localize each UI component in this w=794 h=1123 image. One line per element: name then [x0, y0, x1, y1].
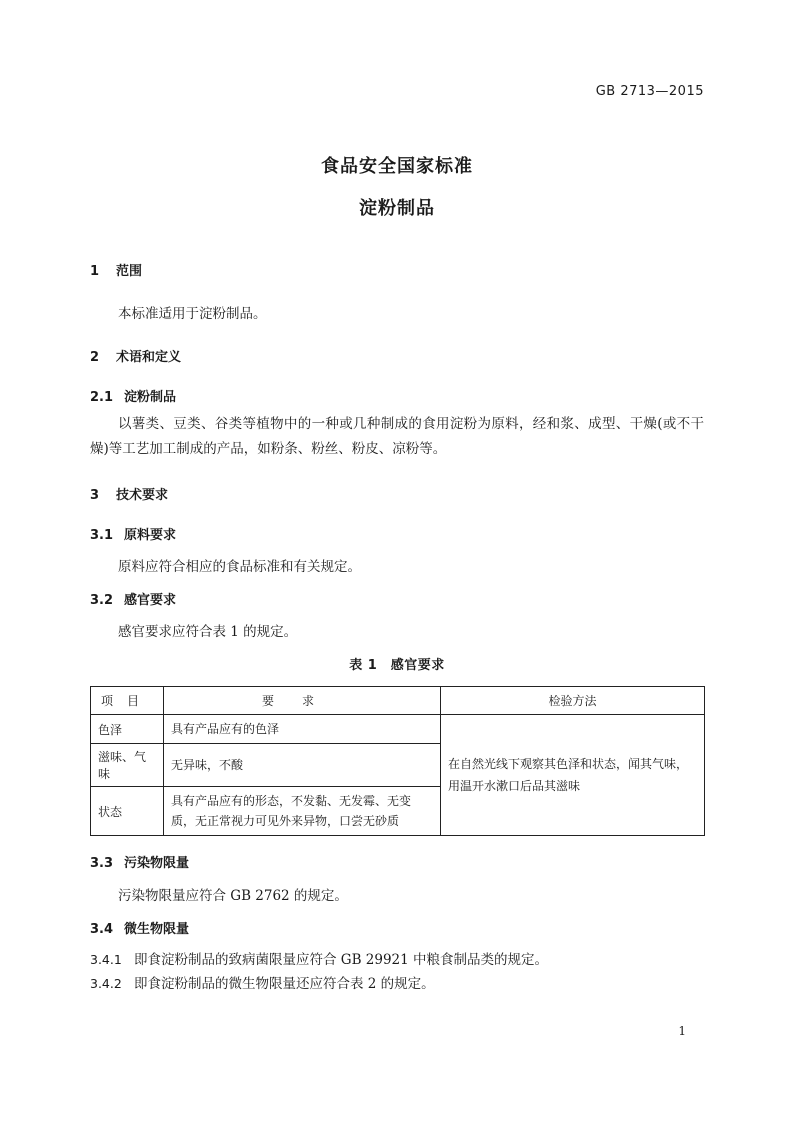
table-1-caption: 表 1 感官要求 — [349, 658, 445, 673]
section-3-heading — [90, 484, 168, 503]
page-number: 1 — [678, 1024, 686, 1038]
row-item: 滋味、气味 — [91, 744, 164, 787]
section-3-3-text: 污染物限量应符合 GB 2762 的规定。 — [118, 888, 348, 904]
header-requirement: 要求 — [164, 687, 441, 715]
inspection-method: 在自然光线下观察其色泽和状态，闻其气味，用温开水漱口后品其滋味 — [441, 715, 705, 836]
row-requirement: 具有产品应有的形态，不发黏、无发霉、无变质，无正常视力可见外来异物，口尝无砂质 — [164, 787, 441, 836]
section-1-heading — [90, 260, 142, 279]
section-2-heading — [90, 346, 181, 365]
section-3-4-heading — [90, 918, 189, 937]
clause-number: 3.4.1 — [90, 952, 122, 967]
section-2-1-text: 以薯类、豆类、谷类等植物中的一种或几种制成的食用淀粉为原料，经和浆、成型、干燥(或不干燥)等工艺加工制成的产品，如粉条、粉丝、粉皮、凉粉等。 — [90, 416, 704, 457]
section-3-2-heading — [90, 589, 176, 608]
clause-text: 即食淀粉制品的微生物限量还应符合表 2 的规定。 — [134, 976, 435, 992]
document-number: GB 2713—2015 — [595, 84, 704, 99]
section-number: 2 — [90, 350, 100, 365]
clause-text: 即食淀粉制品的致病菌限量应符合 GB 29921 中粮食制品类的规定。 — [134, 952, 549, 968]
section-3-1-text: 原料应符合相应的食品标准和有关规定。 — [118, 559, 361, 575]
clause-number: 3.4.2 — [90, 976, 122, 991]
row-requirement: 无异味，不酸 — [164, 744, 441, 787]
section-1-text: 本标准适用于淀粉制品。 — [118, 306, 267, 322]
section-3-3-heading — [90, 852, 189, 871]
section-title: 术语和定义 — [116, 350, 182, 365]
header-item: 项目 — [91, 687, 164, 715]
section-title: 范围 — [116, 264, 143, 279]
row-item: 状态 — [91, 787, 164, 836]
row-requirement: 具有产品应有的色泽 — [164, 715, 441, 744]
section-title: 感官要求 — [124, 593, 177, 608]
section-number: 3.2 — [90, 593, 114, 608]
section-number: 3.1 — [90, 528, 114, 543]
table-header-row — [91, 687, 705, 715]
section-3-1-heading — [90, 524, 176, 543]
table-row — [91, 715, 705, 744]
section-number: 3.3 — [90, 856, 114, 871]
section-title: 污染物限量 — [124, 856, 190, 871]
section-title: 淀粉制品 — [124, 390, 177, 405]
clause-3-4-2 — [90, 972, 435, 992]
standard-title: 食品安全国家标准 — [321, 156, 473, 177]
section-2-1-heading — [90, 386, 176, 405]
sensory-requirements-table — [90, 686, 705, 836]
header-method: 检验方法 — [441, 687, 705, 715]
section-number: 3 — [90, 488, 100, 503]
section-number: 3.4 — [90, 922, 114, 937]
section-3-2-text: 感官要求应符合表 1 的规定。 — [118, 624, 298, 640]
row-item: 色泽 — [91, 715, 164, 744]
section-title: 原料要求 — [124, 528, 177, 543]
section-number: 2.1 — [90, 390, 114, 405]
clause-3-4-1 — [90, 948, 548, 968]
standard-subtitle: 淀粉制品 — [359, 198, 435, 219]
section-title: 微生物限量 — [124, 922, 190, 937]
section-number: 1 — [90, 264, 100, 279]
section-title: 技术要求 — [116, 488, 169, 503]
